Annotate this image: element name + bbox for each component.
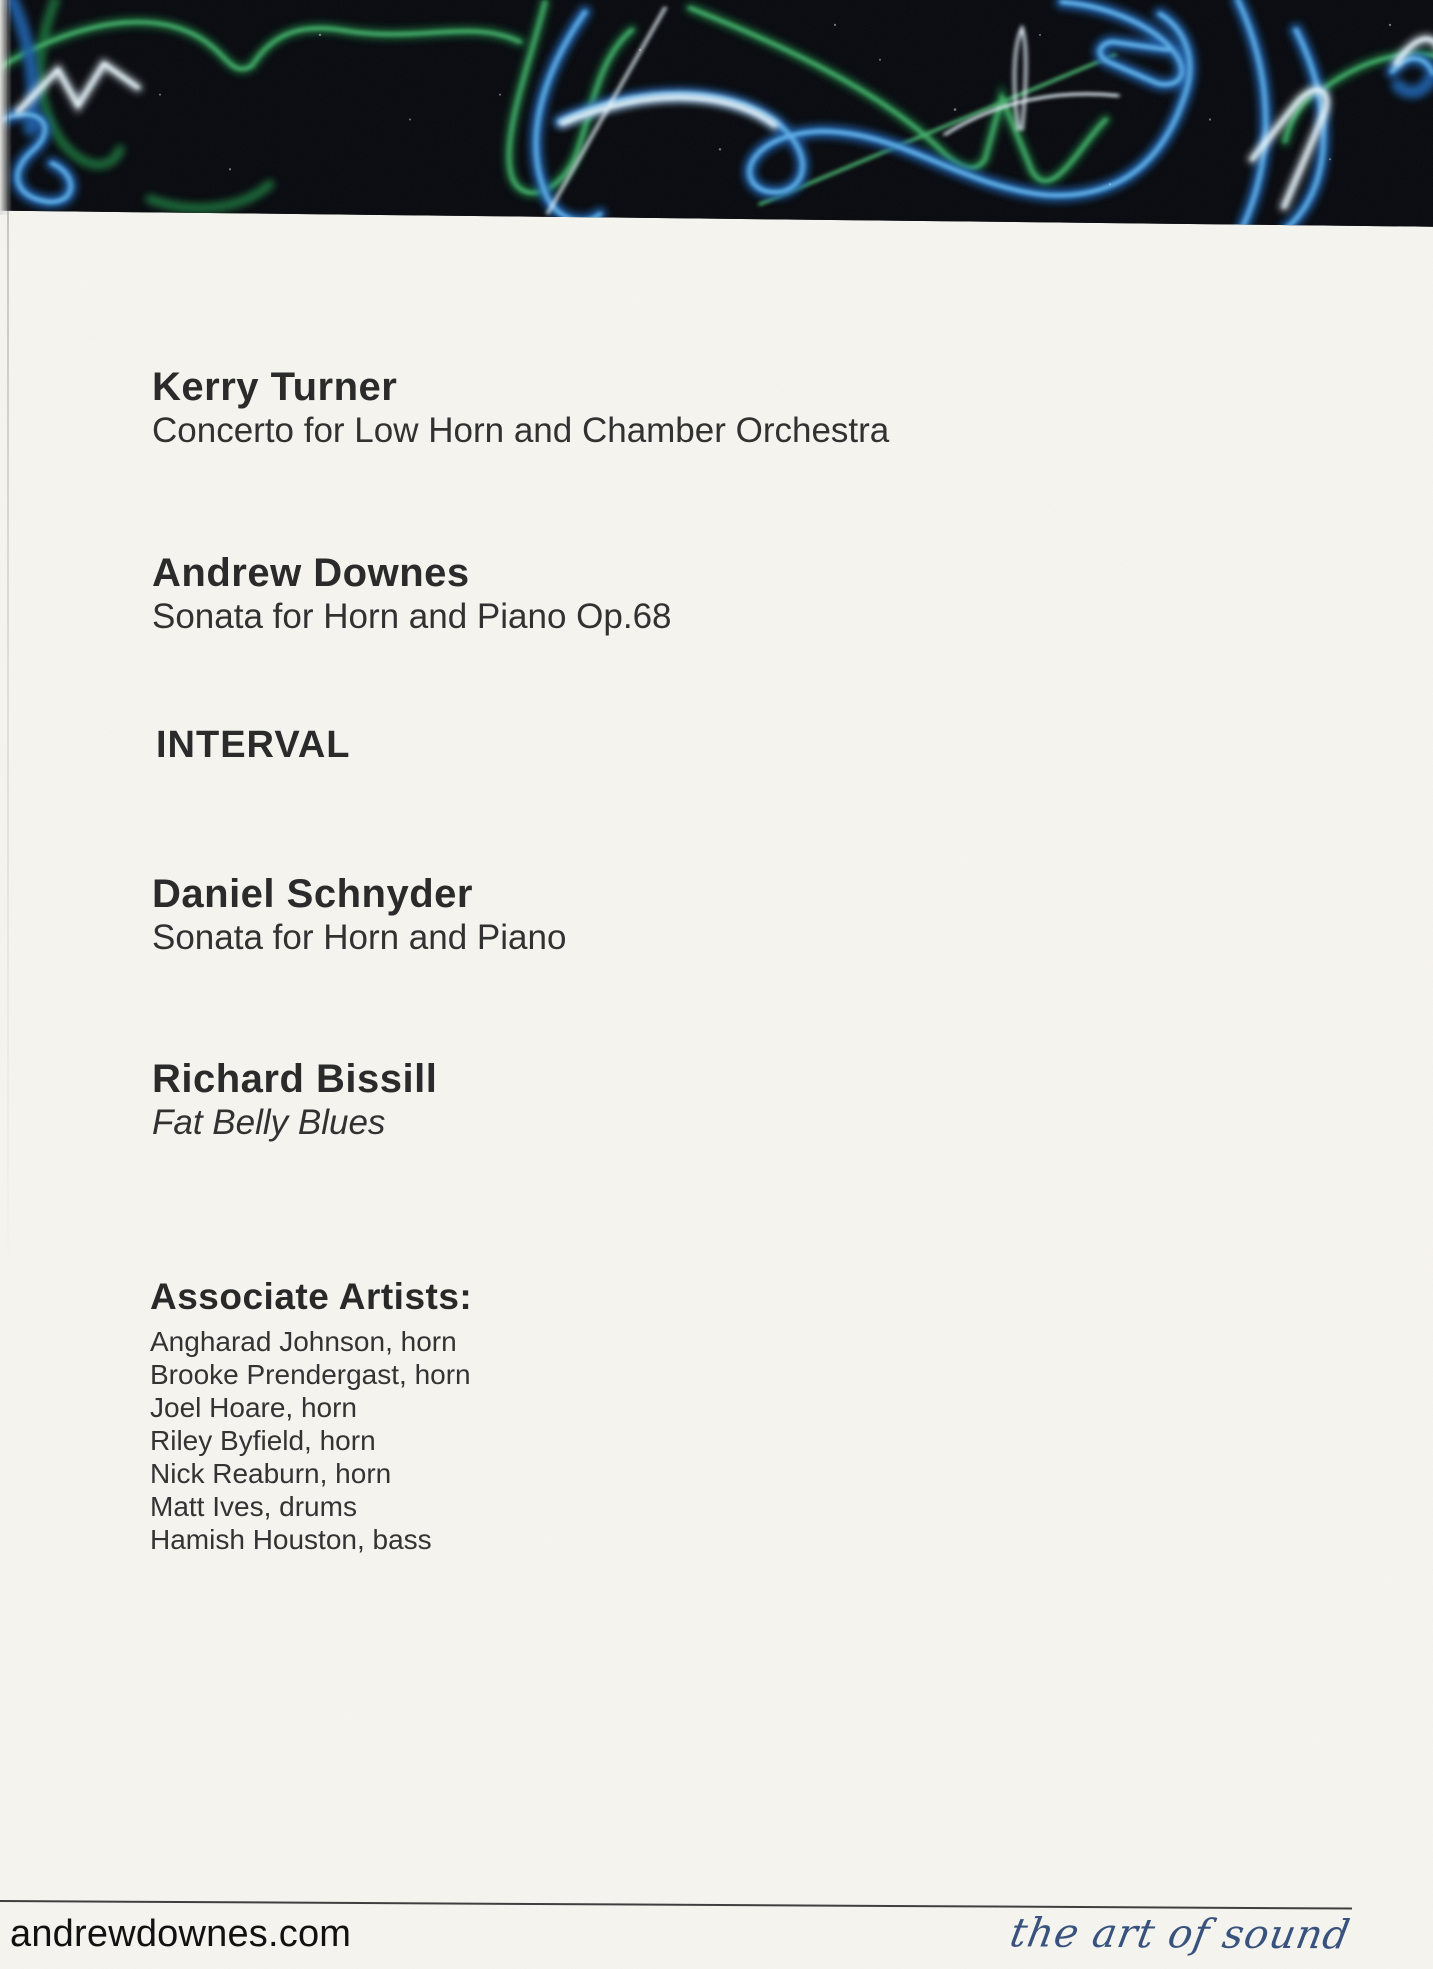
footer-divider-line <box>0 1900 1352 1910</box>
tagline-script-text: the art of sound <box>1006 1910 1354 1959</box>
artist-item: Nick Reaburn, horn <box>150 1458 392 1489</box>
artist-item: Matt Ives, drums <box>150 1491 357 1522</box>
composer-name: Daniel Schnyder <box>152 872 473 916</box>
work-title: Sonata for Horn and Piano <box>152 918 567 957</box>
artist-item: Riley Byfield, horn <box>150 1425 376 1456</box>
artist-item: Joel Hoare, horn <box>150 1392 358 1423</box>
artist-item: Brooke Prendergast, horn <box>150 1359 471 1390</box>
scan-crease-line <box>7 0 9 1290</box>
interval-label: INTERVAL <box>156 724 351 766</box>
associate-artists-list <box>150 1325 472 1556</box>
composer-name: Andrew Downes <box>152 551 470 595</box>
composer-name: Richard Bissill <box>152 1057 438 1101</box>
composer-name: Kerry Turner <box>152 365 398 409</box>
work-title: Sonata for Horn and Piano Op.68 <box>152 597 672 636</box>
artist-item: Hamish Houston, bass <box>150 1524 432 1555</box>
work-title: Fat Belly Blues <box>152 1103 386 1142</box>
website-text: andrewdownes.com <box>10 1913 352 1955</box>
program-entry <box>152 1057 437 1145</box>
work-title: Concerto for Low Horn and Chamber Orchestra <box>152 411 890 450</box>
header-artwork <box>0 0 1433 229</box>
scan-edge-artifact <box>0 0 12 215</box>
program-entry <box>152 365 889 453</box>
associate-artists-section <box>150 1276 472 1556</box>
associate-artists-heading: Associate Artists: <box>150 1276 473 1317</box>
program-entry <box>152 551 672 639</box>
light-painting-trails-image <box>0 0 1433 229</box>
artist-item: Angharad Johnson, horn <box>150 1326 457 1357</box>
program-entry <box>152 872 566 960</box>
